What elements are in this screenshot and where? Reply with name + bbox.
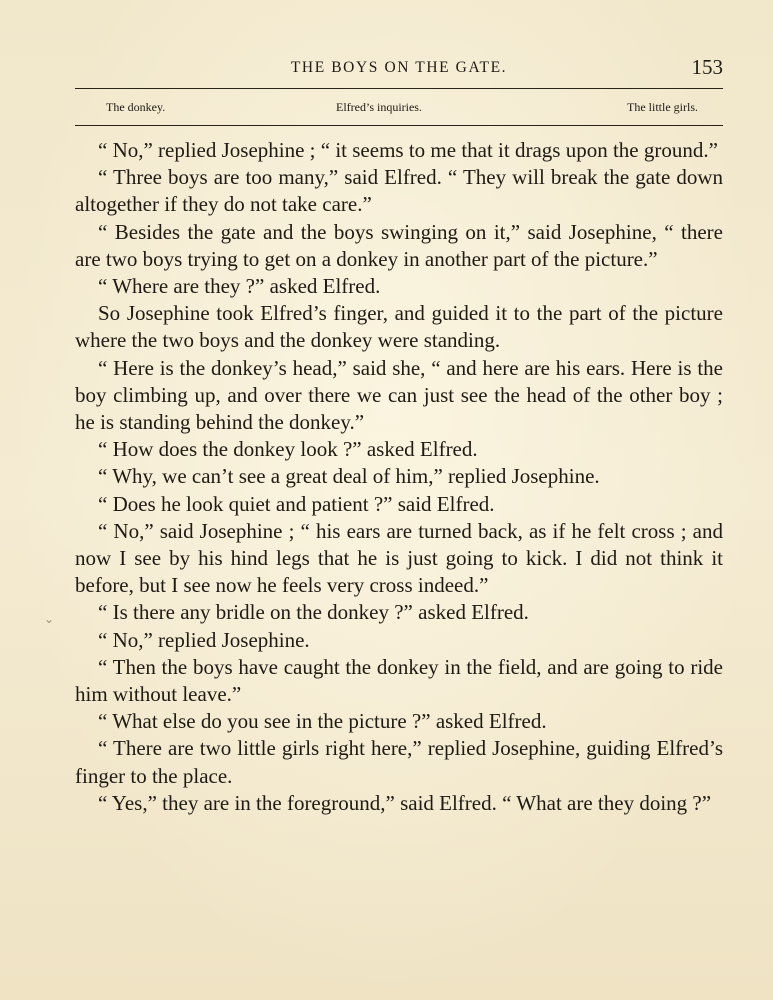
paragraph: “ No,” replied Josephine ; “ it seems to me that it drags upon the ground.” xyxy=(98,138,718,162)
topic-line xyxy=(75,100,723,120)
paragraph: “ Yes,” they are in the foreground,” said Elfred. “ What are they doing ?” xyxy=(98,790,712,815)
paragraph: So Josephine took Elfred’s finger, and guided it to the part of the picture where the two boys and the donkey were standing. xyxy=(75,301,723,353)
paragraph: “ No,” said Josephine ; “ his ears are turned back, as if he felt cross ; and now I see by his hind legs that he is just going to kick. I did not think it before, but I see now he feels very cross indeed.” xyxy=(75,518,723,598)
page-number: 153 xyxy=(691,55,723,79)
paragraph: “ Does he look quiet and patient ?” said Elfred. xyxy=(98,491,495,516)
running-title: THE BOYS ON THE GATE. xyxy=(290,59,508,76)
paragraph: “ Three boys are too many,” said Elfred. “ They will break the gate down altogether if they do not take care.” xyxy=(75,165,723,217)
body-text xyxy=(75,137,723,817)
topic-rule xyxy=(75,125,723,126)
paragraph: “ How does the donkey look ?” asked Elfred. xyxy=(98,437,478,462)
running-head xyxy=(75,56,723,82)
header-rule xyxy=(75,88,723,89)
paragraph: “ Besides the gate and the boys swinging on it,” said Josephine, “ there are two boys trying to get on a donkey in another part of the picture.” xyxy=(75,219,723,271)
paragraph: “ No,” replied Josephine. xyxy=(98,627,310,652)
topic-right: The little girls. xyxy=(627,100,698,114)
paragraph: “ There are two little girls right here,” replied Josephine, guiding Elfred’s finger to the place. xyxy=(75,736,723,788)
topic-center: Elfred’s inquiries. xyxy=(336,100,422,114)
topic-left: The donkey. xyxy=(106,100,166,114)
paragraph: “ Why, we can’t see a great deal of him,” replied Josephine. xyxy=(98,464,600,489)
paragraph: “ Where are they ?” asked Elfred. xyxy=(98,274,381,299)
paragraph: “ What else do you see in the picture ?” asked Elfred. xyxy=(98,709,547,734)
paragraph: “ Is there any bridle on the donkey ?” asked Elfred. xyxy=(98,600,529,625)
margin-mark: ⌄ xyxy=(44,612,55,626)
paragraph: “ Here is the donkey’s head,” said she, “ and here are his ears. Here is the boy climbing up, and over there we can just see the head of the other boy ; he is standing behind the donkey.” xyxy=(75,355,723,435)
paragraph: “ Then the boys have caught the donkey in the field, and are going to ride him without leave.” xyxy=(75,654,723,707)
